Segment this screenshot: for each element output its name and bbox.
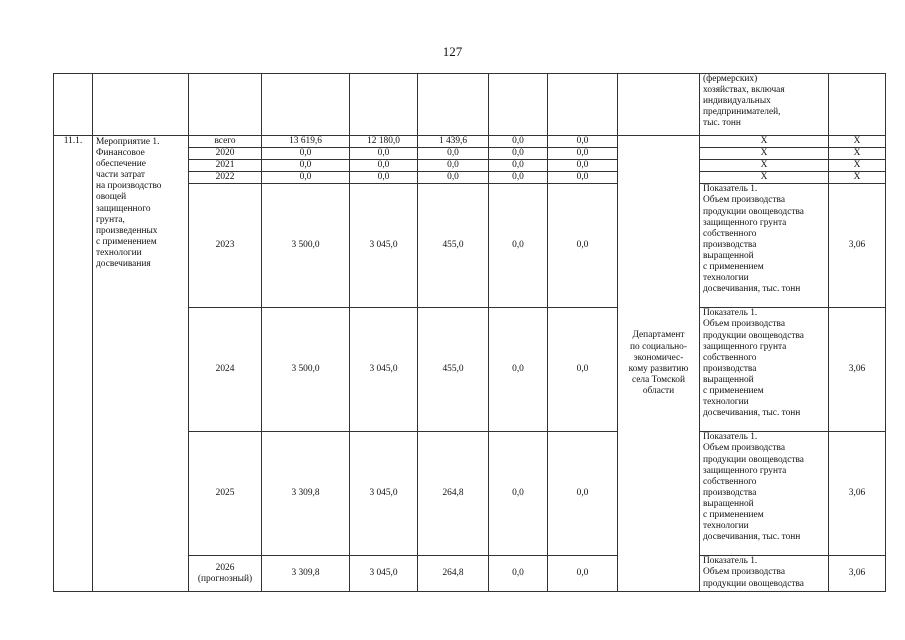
year-cell: 2020: [189, 148, 262, 160]
indicator-cell: Х: [700, 160, 829, 172]
year-cell: 2022: [189, 172, 262, 184]
measure-name: Мероприятие 1. Финансовое обеспечение части затрат на производство овощей защищенного грунта, произведенных с применением технологии досвечивания: [93, 136, 189, 592]
total-cell: 3 309,8: [262, 556, 350, 592]
extrabudget-cell: 0,0: [548, 148, 618, 160]
federal-cell: 0,0: [350, 172, 418, 184]
federal-cell: 3 045,0: [350, 184, 418, 308]
value-cell: Х: [829, 172, 886, 184]
regional-cell: 0,0: [418, 148, 489, 160]
regional-cell: 455,0: [418, 184, 489, 308]
year-cell: всего: [189, 136, 262, 148]
extrabudget-cell: 0,0: [548, 432, 618, 556]
extrabudget-cell: 0,0: [548, 556, 618, 592]
value-cell: 3,06: [829, 308, 886, 432]
value-cell: Х: [829, 148, 886, 160]
local-cell: 0,0: [489, 160, 548, 172]
indicator-cell: (фермерских) хозяйствах, включая индивидуальных предпринимателей, тыс. тонн: [700, 74, 829, 136]
regional-cell: 0,0: [418, 172, 489, 184]
local-cell: 0,0: [489, 136, 548, 148]
federal-cell: 3 045,0: [350, 556, 418, 592]
local-cell: 0,0: [489, 308, 548, 432]
extrabudget-cell: 0,0: [548, 308, 618, 432]
federal-cell: 3 045,0: [350, 308, 418, 432]
value-cell: 3,06: [829, 432, 886, 556]
indicator-cell: Показатель 1. Объем производства продукции овощеводства защищенного грунта собственного производства выращенной с применением технологии досвечивания, тыс. тонн: [700, 432, 829, 556]
page-number: 127: [442, 44, 463, 59]
local-cell: 0,0: [489, 172, 548, 184]
indicator-cell: Показатель 1. Объем производства продукции овощеводства защищенного грунта собственного производства выращенной с применением технологии досвечивания, тыс. тонн: [700, 184, 829, 308]
local-cell: 0,0: [489, 148, 548, 160]
indicator-cell: Показатель 1. Объем производства продукции овощеводства: [700, 556, 829, 592]
extrabudget-cell: 0,0: [548, 136, 618, 148]
indicator-cell: Показатель 1. Объем производства продукции овощеводства защищенного грунта собственного производства выращенной с применением технологии досвечивания, тыс. тонн: [700, 308, 829, 432]
indicator-cell: Х: [700, 172, 829, 184]
year-cell: 2025: [189, 432, 262, 556]
table-row: [54, 136, 886, 148]
total-cell: 3 500,0: [262, 184, 350, 308]
value-cell: Х: [829, 136, 886, 148]
value-cell: Х: [829, 160, 886, 172]
indicator-cell: Х: [700, 136, 829, 148]
year-cell: 2026 (прогнозный): [189, 556, 262, 592]
local-cell: 0,0: [489, 184, 548, 308]
measure-number: 11.1.: [54, 136, 93, 592]
total-cell: 0,0: [262, 160, 350, 172]
federal-cell: 12 180,0: [350, 136, 418, 148]
indicator-cell: Х: [700, 148, 829, 160]
total-cell: 3 500,0: [262, 308, 350, 432]
value-cell: 3,06: [829, 184, 886, 308]
year-cell: 2023: [189, 184, 262, 308]
continuation-row: [54, 74, 886, 136]
value-cell: 3,06: [829, 556, 886, 592]
regional-cell: 264,8: [418, 556, 489, 592]
regional-cell: 1 439,6: [418, 136, 489, 148]
regional-cell: 455,0: [418, 308, 489, 432]
regional-cell: 0,0: [418, 160, 489, 172]
local-cell: 0,0: [489, 432, 548, 556]
total-cell: 0,0: [262, 172, 350, 184]
total-cell: 3 309,8: [262, 432, 350, 556]
year-cell: 2024: [189, 308, 262, 432]
federal-cell: 0,0: [350, 148, 418, 160]
total-cell: 13 619,6: [262, 136, 350, 148]
year-cell: 2021: [189, 160, 262, 172]
local-cell: 0,0: [489, 556, 548, 592]
extrabudget-cell: 0,0: [548, 172, 618, 184]
regional-cell: 264,8: [418, 432, 489, 556]
total-cell: 0,0: [262, 148, 350, 160]
executor-cell: Департамент по социально- экономичес- кому развитию села Томской области: [618, 136, 700, 592]
federal-cell: 3 045,0: [350, 432, 418, 556]
extrabudget-cell: 0,0: [548, 184, 618, 308]
federal-cell: 0,0: [350, 160, 418, 172]
extrabudget-cell: 0,0: [548, 160, 618, 172]
program-table: [53, 73, 886, 592]
